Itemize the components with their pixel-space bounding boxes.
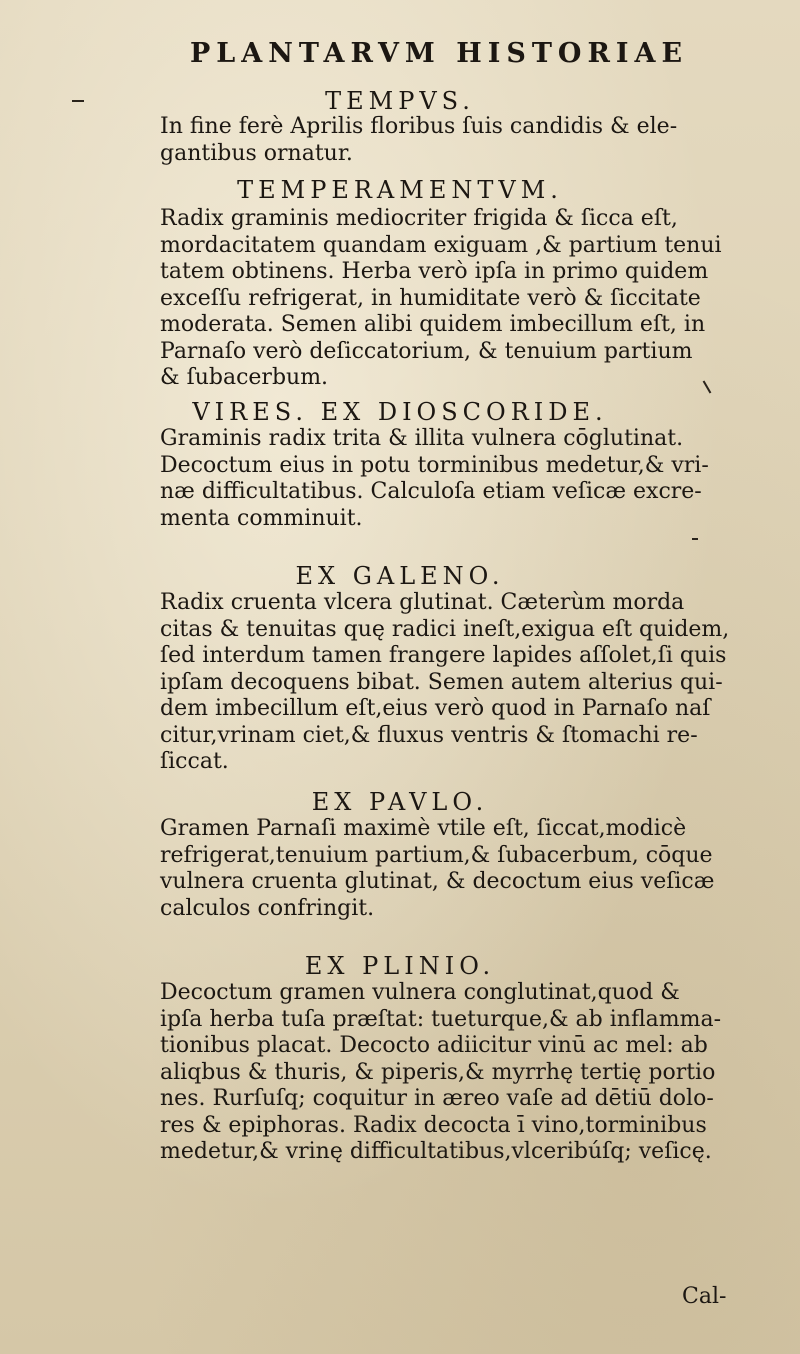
running-head: PLANTARVM HISTORIAE (190, 38, 689, 69)
ink-mark (692, 538, 698, 540)
catchword: Cal- (682, 1284, 727, 1309)
text-line: Decoctum eius in potu torminibus medetur,& vri- (160, 452, 709, 478)
text-line: ipſa herba tuſa præſtat: tueturque,& ab inflamma- (160, 1006, 722, 1032)
text-line: medetur,& vrinę difficultatibus,vlceribúſq; veſicę. (160, 1139, 712, 1164)
text-line: ipſam decoquens bibat. Semen autem alterius qui- (160, 669, 723, 695)
text-line: exceſſu refrigerat, in humiditate verò & ſiccitate (160, 285, 701, 311)
text-line: gantibus ornatur. (160, 140, 353, 166)
text-line: ſed interdum tamen frangere lapides aſſolet,ſi quis (160, 643, 727, 668)
text-line: citur,vrinam ciet,& fluxus ventris & ſtomachi re- (160, 722, 698, 748)
section-heading-paul: EX PAVLO. (311, 788, 489, 816)
text-line: Radix cruenta vlcera glutinat. Cæterùm morda (160, 590, 685, 615)
text-line: citas & tenuitas quę radici ineſt,exigua eſt quidem, (160, 616, 730, 642)
section-text-temperamentum (160, 206, 740, 392)
ink-mark (72, 100, 84, 102)
text-line: tionibus placat. Decocto adiicitur vinū ac mel: ab (160, 1033, 708, 1058)
text-line: calculos confringit. (160, 895, 375, 921)
text-line: refrigerat,tenuium partium,& ſubacerbum, cōque (160, 842, 713, 868)
text-line: moderata. Semen alibi quidem imbecillum eſt, in (160, 312, 706, 337)
section-text-pliny (160, 980, 740, 1166)
section-text-paul (160, 816, 740, 922)
text-line: Parnaſo verò deſiccatorium, & tenuium partium (160, 338, 693, 364)
text-line: ſiccat. (160, 749, 229, 774)
text-line: dem imbecillum eſt,eius verò quod in Parnaſo naſ (160, 696, 711, 721)
text-line: In fine ferè Aprilis floribus ſuis candidis & ele- (160, 114, 678, 139)
text-line: Radix graminis mediocriter frigida & ſicca eſt, (160, 206, 678, 231)
section-heading-galen: EX GALENO. (295, 562, 505, 590)
text-line: tatem obtinens. Herba verò ipſa in primo quidem (160, 259, 709, 284)
section-text-tempus (160, 114, 740, 167)
text-line: aliqbus & thuris, & piperis,& myrrhę tertię portio (160, 1059, 716, 1085)
text-line: vulnera cruenta glutinat, & decoctum eius veſicæ (160, 869, 715, 894)
text-line: Gramen Parnaſi maximè vtile eſt, ſiccat,modicè (160, 816, 687, 841)
text-line: res & epiphoras. Radix decocta ī vino,torminibus (160, 1112, 707, 1138)
section-heading-tempus: TEMPVS. (325, 87, 475, 115)
text-line: & ſubacerbum. (160, 365, 329, 390)
text-line: næ difficultatibus. Calculoſa etiam veſicæ excre- (160, 479, 702, 504)
text-line: mordacitatem quandam exiguam ,& partium tenui (160, 232, 722, 258)
section-heading-pliny: EX PLINIO. (304, 952, 496, 980)
text-line: Graminis radix trita & illita vulnera cōglutinat. (160, 426, 684, 451)
text-line: nes. Rurſuſq; coquitur in æreo vaſe ad dētiū dolo- (160, 1086, 714, 1111)
text-line: menta comminuit. (160, 505, 363, 531)
section-heading-temperamentum: TEMPERAMENTVM. (237, 176, 563, 204)
text-line: Decoctum gramen vulnera conglutinat,quod & (160, 980, 680, 1005)
section-text-dioscorides (160, 426, 740, 532)
section-heading-dioscorides: VIRES. EX DIOSCORIDE. (192, 398, 608, 426)
section-text-galen (160, 590, 740, 776)
